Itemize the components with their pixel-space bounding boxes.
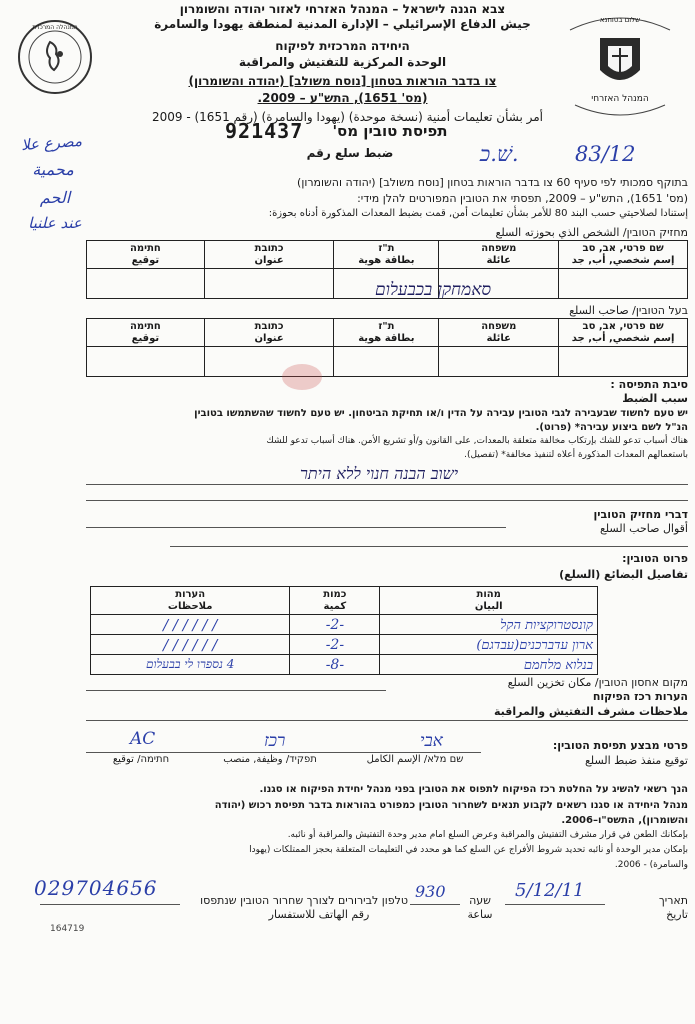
handwritten-margin-line4: عند علنيا <box>28 214 82 232</box>
right-seal <box>560 10 680 120</box>
storage-line[interactable] <box>86 690 386 691</box>
holder-address-cell[interactable] <box>204 269 334 299</box>
goods-row <box>91 635 598 655</box>
holder-section-label: מחזיק הטובין/ الشخص الذي بحوزته السلع <box>495 226 688 239</box>
handwritten-day: שׁ.כ. <box>480 142 519 166</box>
footer-hand-phone: 029704656 <box>34 876 158 900</box>
owner-col-name: שם פרטי, אב, סב إسم شخصي, أب, جد <box>571 320 675 344</box>
intro-line3: إستنادا لصلاحيتي حسب البند 80 للأمر بشأن تعليمات أمن, قمت بضبط المعدات المذكورة أدناه بحوزة: <box>268 208 688 219</box>
footer-phone-line[interactable] <box>40 904 180 905</box>
goods-row1-notes: / / / / / / <box>91 615 290 635</box>
footer-hand-date: 5/12/11 <box>515 880 585 901</box>
goods-row2-item: ארון עדברכנים(עבדגם) <box>380 635 598 655</box>
holder-col-id: ת"ז بطاقة هوية <box>358 242 415 266</box>
holder-words-label-ar: أقوال صاحب السلع <box>599 522 688 535</box>
footer-hour-label-ar: ساعة <box>467 908 493 921</box>
legal-p4: بإمكانك الطعن في قرار مشرف التفتيش والمراقبة وعرض السلع امام مدير وحدة التفتيش والمراقبة أو نائبه. <box>287 830 688 840</box>
intro-line1: בתוקף סמכותי לפי סעיף 60 צו בדבר הוראות בטחון [נוסח משולב] (יהודה והשומרון) <box>297 176 688 189</box>
supervisor-note-label: ملاحظات مشرف التفتيش والمراقبة <box>493 705 688 718</box>
holder-name-cell[interactable] <box>559 269 688 299</box>
handwritten-date: 83/12 <box>575 142 636 166</box>
reason-handwritten: ישוב הבנה חנוי ללא היתר <box>300 464 459 483</box>
goods-row1-item: קונסטרוקציות הקל <box>380 615 598 635</box>
goods-label-ar: تفاصيل البضائع (السلع) <box>559 568 688 581</box>
executor-name-caption: שם מלא/ الإسم الكامل <box>366 754 464 765</box>
right-seal-top-text: שלום בטוחנא <box>599 16 641 24</box>
owner-family-cell[interactable] <box>439 347 559 377</box>
reason-text2: הנ"ל לשם ביצוע עבירה* (פרוט). <box>535 422 688 433</box>
footer-code: 164719 <box>50 924 85 934</box>
holder-words-line-1[interactable] <box>86 527 506 528</box>
goods-label-he: פרוט הטובין: <box>622 552 688 565</box>
left-seal <box>18 20 92 94</box>
legal-p3: והשומרון), התשס"ו–2006. <box>561 815 688 826</box>
form-title: תפיסת טובין מס' <box>332 122 448 140</box>
footer-hand-hour: 930 <box>415 882 446 901</box>
executor-label-he: פרטי מבצע תפיסת הטובין: <box>552 739 688 752</box>
legal-p5: بإمكان مدير الوحدة أو نائبه تحديد شروط الأفراج عن السلع كما هو محدد في التعليمات المتعلقة بحجز الممتلكات (يهودا <box>249 845 688 855</box>
handwritten-margin-line2: محمية <box>32 160 74 179</box>
footer-hour-label: שעה <box>469 894 491 907</box>
holder-words-line-2[interactable] <box>170 546 688 547</box>
owner-col-signature: חתימה توقيع <box>130 320 161 344</box>
right-seal-text: המנהל האזרחי <box>591 94 649 104</box>
holder-words-label-he: דברי מחזיק הטובין <box>593 508 688 521</box>
goods-row <box>91 655 598 675</box>
goods-col-notes: הערות ملاحظات <box>167 588 213 612</box>
header-line5: צו בדבר הוראות בטחון [נוסח משולב] (יהודה והשומרון) <box>188 74 497 88</box>
command-note-label: הערות רכז הפיקוח <box>592 690 688 703</box>
reason-line-2 <box>86 500 688 501</box>
executor-role-caption: תפקיד/ وظيفة, منصب <box>223 754 317 765</box>
footer-date-label-ar: تاريخ <box>666 908 688 921</box>
reason-line-1 <box>86 484 688 485</box>
holder-col-name: שם פרטי, אב, סב إسم شخصي, أب, جد <box>571 242 675 266</box>
footer-phone-label: טלפון לבירורים לצורך שחרור הטובין שנתפסו <box>200 894 408 907</box>
header-line2: جيش الدفاع الإسرائيلي – الإدارة المدنية لمنطقة يهودا والسامرة <box>154 17 531 31</box>
legal-p6: والسامرة) - 2006. <box>614 860 688 870</box>
owner-table <box>86 318 688 377</box>
reason-text4: باستعمالهم المعدات المذكورة أعلاه لتنفيذ مخالفة* (تفصيل). <box>464 450 688 460</box>
handwritten-margin-line3: الحم <box>39 188 71 207</box>
header-line4: الوحدة المركزية للتفتيش والمراقبة <box>238 55 447 69</box>
owner-id-cell[interactable] <box>334 347 439 377</box>
owner-col-address: כתובת عنوان <box>254 320 284 344</box>
goods-row <box>91 615 598 635</box>
header-line3: היחידה המרכזית לפיקוח <box>275 39 410 53</box>
holder-col-family: משפחה عائلة <box>481 242 517 266</box>
goods-row2-notes: / / / / / / <box>91 635 290 655</box>
form-title-arabic: ضبط سلع رقم <box>306 146 394 160</box>
left-seal-map-icon <box>20 22 90 92</box>
reason-label-ar: سبب الضبط <box>622 392 688 405</box>
executor-sign-caption: חתימה/ توقيع <box>112 754 170 765</box>
header-line6: (מס' 1651), התש"ע – 2009. <box>257 91 428 105</box>
goods-row3-qty: -8- <box>290 655 380 675</box>
goods-row3-notes: 4 נספרו לי בבעלום <box>91 655 290 675</box>
owner-signature-cell[interactable] <box>87 347 205 377</box>
legal-p2: מנהל היחידה או סגנו רשאים לקבוע תנאים לשחרור הטובין כמפורט בהוראות בדבר תפיסת רכוש (יהודה <box>214 800 688 811</box>
owner-section-label: בעל הטובין/ صاحب السلع <box>569 304 688 317</box>
left-seal-text: המנהלה המרכזית <box>32 24 78 31</box>
reason-label-he: סיבת התפיסה : <box>610 378 688 391</box>
header-line1: צבא הגנה לישראל – המנהל האזרחי לאזור יהודה והשומרון <box>179 2 506 16</box>
header-line7: أمر بشأن تعليمات أمنية (نسخة موحدة) (يهودا والسامرة) (رقم 1651) - 2009 <box>151 110 544 124</box>
footer-phone-label-ar: رقم الهاتف للاستفسار <box>268 908 370 921</box>
storage-label: מקום אחסון הטובין/ مكان تخزين السلع <box>507 676 688 689</box>
intro-line2: (מס' 1651), התש"ע – 2009, תפסתי את הטובין המפורטים להלן מידי: <box>357 192 688 205</box>
holder-col-signature: חתימה توقيع <box>130 242 161 266</box>
executor-hand-role: רכז <box>264 731 286 751</box>
red-smudge-mark <box>282 364 322 390</box>
owner-col-id: ת"ז بطاقة هوية <box>358 320 415 344</box>
goods-row2-qty: -2- <box>290 635 380 655</box>
goods-col-item: מהות البيان <box>474 588 503 612</box>
footer-date-line[interactable] <box>505 904 605 905</box>
notes-line[interactable] <box>86 720 688 721</box>
legal-p1: הנך רשאי להשיג על החלטת רכז הפיקוח לתפוס את הטובין בפני מנהל יחידת הפיקוח או סגנו. <box>259 784 688 795</box>
executor-hand-name: אבי <box>420 731 443 751</box>
goods-row3-item: בנלוא מלחמם <box>380 655 598 675</box>
goods-row1-qty: -2- <box>290 615 380 635</box>
executor-line[interactable] <box>86 752 481 753</box>
holder-col-address: כתובת عنوان <box>254 242 284 266</box>
reason-text3: هناك أسباب تدعو للشك بإرتكاب مخالفة متعلقة بالمعدات, على القانون و/أو تشريع الأمن. هناك أسباب تدعو للشك <box>266 436 688 446</box>
executor-label-ar: توقيع منفذ ضبط السلع <box>584 754 688 767</box>
goods-table <box>90 586 598 675</box>
owner-col-family: משפחה عائلة <box>481 320 517 344</box>
handwritten-margin-line1: مصرع علا <box>20 131 83 155</box>
goods-col-qty: כמות كمية <box>323 588 347 612</box>
reason-text1: יש טעם לחשוד שבעבירה לגבי הטובין עבירה על הדין ו/או תחיקת הביטחון. יש טעם לחשוד שהשתמשו בטובין <box>194 408 688 419</box>
footer-date-label: תאריך <box>658 894 688 907</box>
footer-hour-line[interactable] <box>410 904 460 905</box>
holder-signature-cell[interactable] <box>87 269 205 299</box>
form-number: 921437 <box>225 119 304 143</box>
executor-hand-signature: AC <box>130 729 156 749</box>
holder-handwritten-name: סאמחקן בכבעלום <box>375 280 492 300</box>
owner-name-cell[interactable] <box>559 347 688 377</box>
